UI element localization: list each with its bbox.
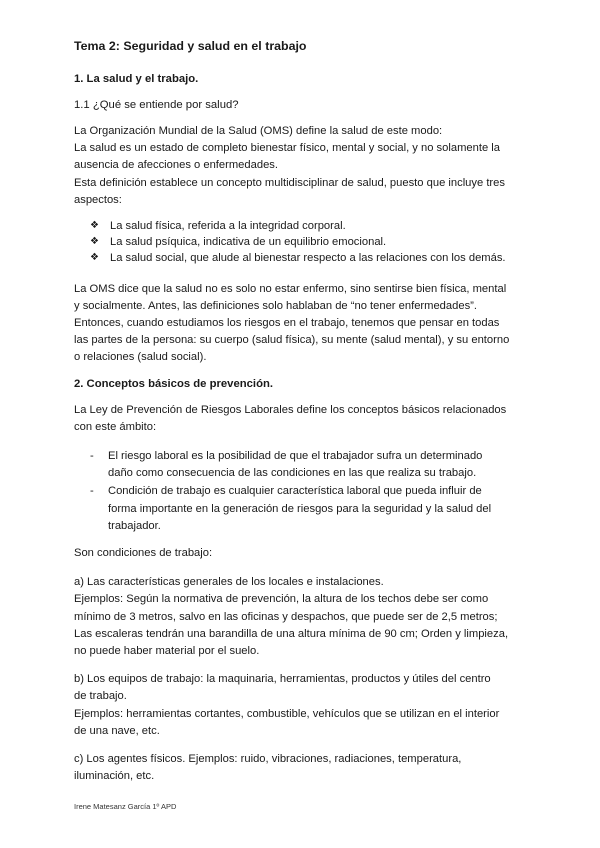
list-item: ❖ La salud social, que alude al bienestar respecto a las relaciones con los demás. — [90, 250, 526, 266]
list-item: - Condición de trabajo es cualquier característica laboral que pueda influir de forma importante en la generación de riesgos para la seguridad y la salud del trabajador. — [90, 485, 492, 532]
document-body — [74, 37, 526, 795]
dash-bullet: - — [90, 450, 94, 463]
text-line: o relaciones (salud social). — [74, 351, 207, 364]
definitions-list — [74, 448, 526, 535]
text-line: La Organización Mundial de la Salud (OMS) define la salud de este modo: — [74, 125, 443, 137]
condition-a-paragraph — [74, 574, 526, 660]
text-line: Ejemplos: Según la normativa de prevención, la altura de los techos debe ser como — [74, 593, 489, 606]
section-2-heading: 2. Conceptos básicos de prevención. — [74, 377, 274, 390]
document-title: Tema 2: Seguridad y salud en el trabajo — [74, 39, 307, 53]
text-line: Esta definición establece un concepto multidisciplinar de salud, puesto que incluye tres — [74, 176, 505, 189]
law-intro-paragraph — [74, 402, 526, 436]
text-line: La salud es un estado de completo bienestar físico, mental y social, y no solamente la — [74, 142, 500, 155]
text-line: iluminación, etc. — [74, 770, 155, 783]
oms-definition-paragraph — [74, 123, 526, 209]
text-line: mínimo de 3 metros, salvo en las oficinas y despachos, que puede ser de 2,5 metros; — [74, 610, 498, 623]
text-line: de trabajo. — [74, 690, 127, 703]
list-item: ❖ La salud psíquica, indicativa de un equilibrio emocional. — [90, 234, 526, 250]
page-footer: Irene Matesanz García 1º APD — [74, 802, 177, 811]
text-line: La Ley de Prevención de Riesgos Laborales define los conceptos básicos relacionados — [74, 403, 507, 416]
condition-b-paragraph — [74, 671, 526, 740]
text-line: Las escaleras tendrán una barandilla de una altura mínima de 90 cm; Orden y limpieza, — [74, 627, 509, 640]
diamond-bullet-icon: ❖ — [90, 252, 99, 264]
list-item: ❖ La salud física, referida a la integridad corporal. — [90, 218, 526, 234]
oms-explanation-paragraph — [74, 281, 526, 367]
dash-bullet: - — [90, 485, 94, 498]
text-line: las partes de la persona: su cuerpo (salud física), su mente (salud mental), y su entorno — [74, 334, 510, 347]
text-line: y socialmente. Antes, las definiciones solo hablaban de “no tener enfermedades”. — [74, 299, 477, 312]
text-line: aspectos: — [74, 193, 122, 206]
list-item: - El riesgo laboral es la posibilidad de que el trabajador sufra un determinado daño como consecuencia de las condiciones en las que realiza su trabajo. — [90, 450, 483, 480]
section-1-1-heading: 1.1 ¿Qué se entiende por salud? — [74, 99, 239, 111]
condition-c-paragraph — [74, 751, 526, 785]
text-line: no puede haber material por el suelo. — [74, 645, 260, 658]
diamond-bullet-icon: ❖ — [90, 236, 99, 248]
text-line: de una nave, etc. — [74, 724, 160, 737]
text-line: b) Los equipos de trabajo: la maquinaria, herramientas, productos y útiles del centro — [74, 673, 491, 686]
text-line: ausencia de afecciones o enfermedades. — [74, 159, 278, 172]
health-aspects-list — [74, 218, 526, 267]
text-line: La OMS dice que la salud no es solo no estar enfermo, sino sentirse bien física, mental — [74, 282, 507, 295]
text-line: con este ámbito: — [74, 420, 157, 433]
text-line: Ejemplos: herramientas cortantes, combustible, vehículos que se utilizan en el interior — [74, 707, 500, 720]
text-line: Entonces, cuando estudiamos los riesgos en el trabajo, tenemos que pensar en todas — [74, 317, 500, 330]
text-line: c) Los agentes físicos. Ejemplos: ruido, vibraciones, radiaciones, temperatura, — [74, 753, 462, 766]
diamond-bullet-icon: ❖ — [90, 220, 99, 232]
section-1-heading: 1. La salud y el trabajo. — [74, 73, 199, 85]
conditions-intro: Son condiciones de trabajo: — [74, 547, 213, 560]
text-line: a) Las características generales de los locales e instalaciones. — [74, 576, 384, 589]
